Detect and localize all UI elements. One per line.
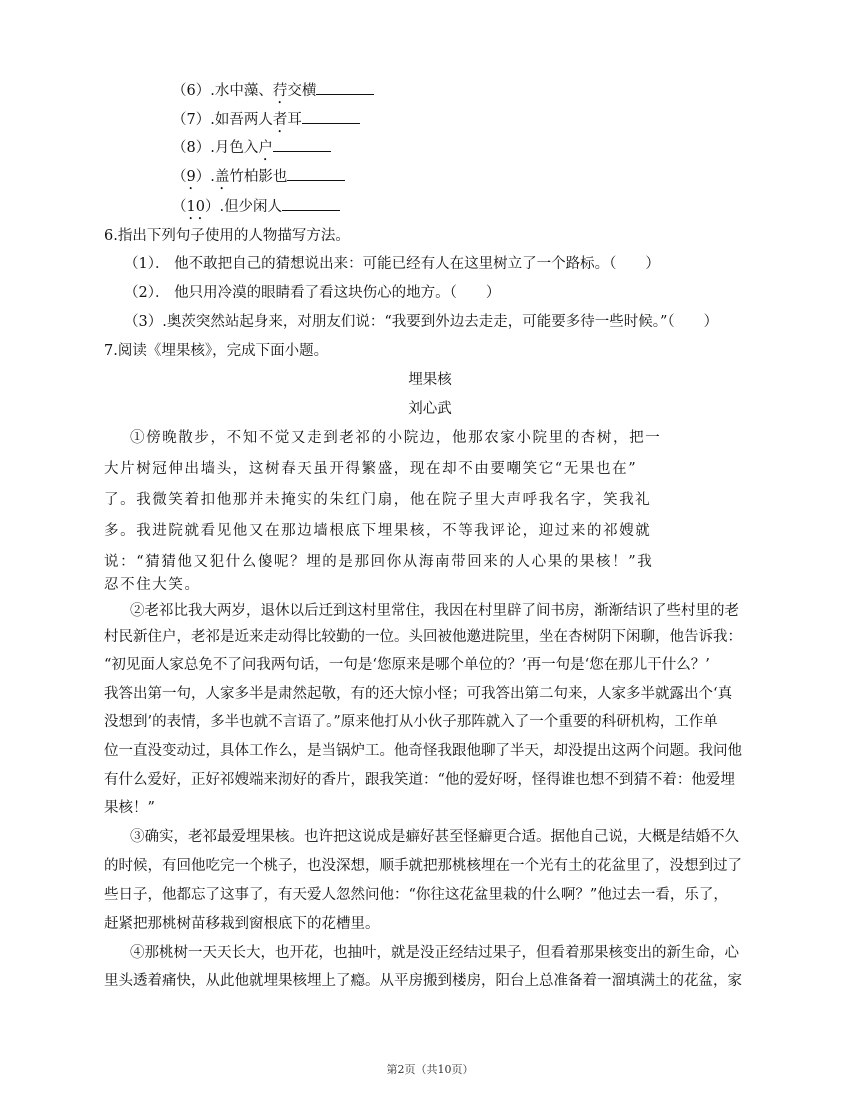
item-prefix: （6）. <box>172 83 215 99</box>
para3-line: 赶紧把那桃树苗移栽到窗根底下的花槽里。 <box>104 916 380 932</box>
para1-line: 多。我进院就看见他又在那边墙根底下埋果核，不等我评论，迎过来的祁嫂就 <box>104 523 652 539</box>
para3-line: ③确实，老祁最爱埋果核。也许把这说成是癖好甚至怪癖更合适。据他自己说，大概是结婚不久 <box>130 829 739 845</box>
item-6: （6）.水中藻、荇交横 <box>172 80 374 107</box>
item-9: （9）.盖竹柏影也 <box>172 166 345 193</box>
item-8: （8）.月色入户 <box>172 137 331 164</box>
para2-line: ②老祁比我大两岁，退休以后迁到这村里常住，我因在村里辟了间书房，渐渐结识了些村里的老 <box>130 603 739 619</box>
q6-item-2: （2）． 他只用冷漠的眼睛看了看这块伤心的地方。（ ） <box>124 285 501 301</box>
para2-line: 村民新住户，老祁是近来走动得比较勤的一位。头回被他邀进院里，坐在杏树阴下闲聊，他告诉我： <box>104 629 742 645</box>
q6-item-3: （3）.奥茨突然站起身来，对朋友们说：“我要到外边去走走，可能要多待一些时候。”（ ） <box>124 314 719 330</box>
para2-line: 没想到’的表情，多半也就不言语了。”原来他打从小伙子那阵就入了一个重要的科研机构，工作单 <box>104 714 718 730</box>
q6-item-1: （1）． 他不敢把自己的猜想说出来：可能已经有人在这里树立了一个路标。（ ） <box>124 256 660 272</box>
para3-line: 的时候，有回他吃完一个桃子，也没深想，顺手就把那桃核埋在一个光有土的花盆里了，没想到过了 <box>104 858 742 874</box>
para1-line: 大片树冠伸出墙头，这树春天虽开得繁盛，现在却不由要嘲笑它“无果也在” <box>104 461 638 477</box>
para1-line: 了。我微笑着扣他那并未掩实的朱红门扇，他在院子里大声呼我名字，笑我礼 <box>104 492 652 508</box>
q6-title: 6.指出下列句子使用的人物描写方法。 <box>104 228 350 244</box>
para1-line: 忍不住大笑。 <box>104 577 201 593</box>
item-10: （10）.但少闲人 <box>172 196 340 223</box>
para4-line: ④那桃树一天天长大，也开花，也抽叶，就是没正经结过果子，但看着那果核变出的新生命，心 <box>130 945 739 961</box>
para2-line: 位一直没变动过，具体工作么，是当锅炉工。他奇怪我跟他聊了半天，却没提出这两个问题。我问他 <box>104 743 742 759</box>
article-title: 埋果核 <box>408 372 452 388</box>
answer-blank[interactable] <box>316 80 374 95</box>
answer-blank[interactable] <box>302 109 360 124</box>
q7-title: 7.阅读《埋果核》，完成下面小题。 <box>104 343 329 359</box>
para4-line: 里头透着痛快，从此他就埋果核埋上了瘾。从平房搬到楼房，阳台上总准备着一溜填满土的花盆，家 <box>104 973 742 989</box>
answer-blank[interactable] <box>287 166 345 181</box>
page-footer: 第2页（共10页） <box>386 1063 474 1076</box>
answer-blank[interactable] <box>273 137 331 152</box>
para2-line: 有什么爱好，正好祁嫂端来沏好的香片，跟我笑道：“他的爱好呀，怪得谁也想不到猜不着：他爱埋 <box>104 772 735 788</box>
para1-line: 说：“猜猜他又犯什么傻呢？埋的是那回你从海南带回来的人心果的果核！”我 <box>104 554 654 570</box>
para3-line: 些日子，他都忘了这事了，有天爱人忽然问他：“你往这花盆里栽的什么啊？”他过去一看，乐了， <box>104 887 728 903</box>
article-author: 刘心武 <box>408 401 452 417</box>
para2-line: 我答出第一句，人家多半是肃然起敬，有的还大惊小怪；可我答出第二句来，人家多半就露出个‘真 <box>104 686 733 702</box>
para2-line: “初见面人家总免不了问我两句话，一句是‘您原来是哪个单位的？’再一句是‘您在那儿干什么？’ <box>104 657 710 673</box>
answer-blank[interactable] <box>282 196 340 211</box>
para2-line: 果核！” <box>104 800 155 816</box>
para1-line: ①傍晚散步，不知不觉又走到老祁的小院边，他那农家小院里的杏树，把一 <box>130 430 662 446</box>
item-7: （7）.如吾两人者耳 <box>172 109 360 136</box>
